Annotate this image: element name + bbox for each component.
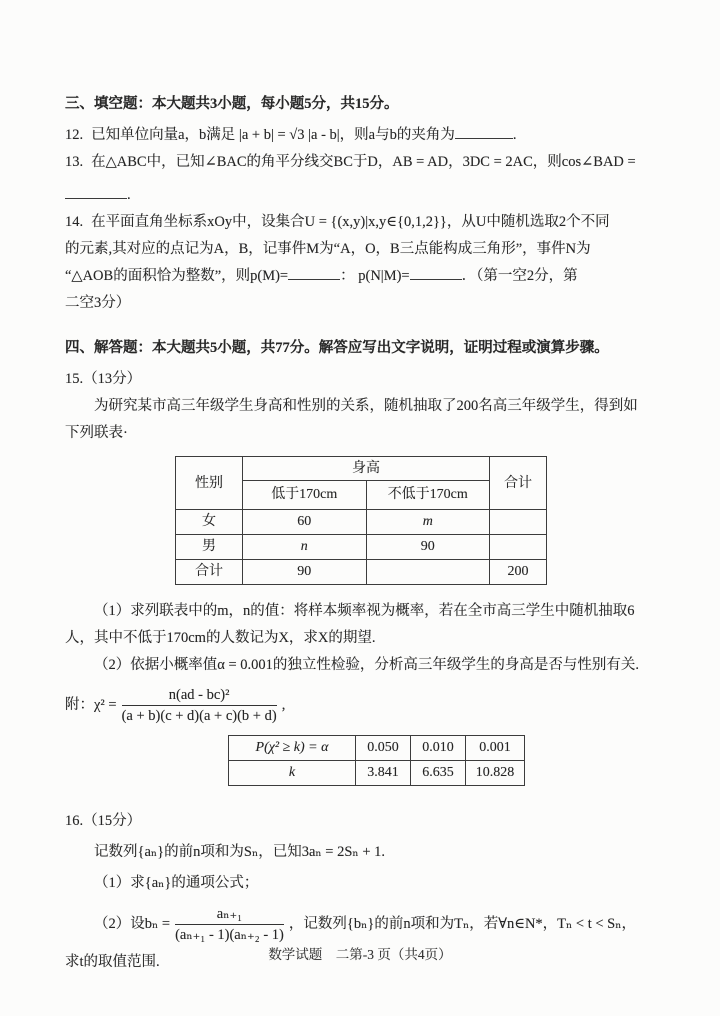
contingency-corner-cell: 性别 — [176, 457, 243, 510]
section-3-heading-text: 三、填空题：本大题共3小题，每小题5分，共15分。 — [65, 96, 399, 112]
question-14-line3-mid: ： p(N|M)= — [340, 268, 410, 284]
contingency-subheader-low: 低于170cm — [243, 481, 367, 510]
table-row-total — [176, 560, 547, 585]
question-15-intro2-text: 下列联表· — [65, 425, 128, 441]
question-15-part1a-text: （1）求列联表中的m，n的值：将样本频率视为概率，若在全市高三学生中随机抽取6 — [94, 603, 635, 619]
row-female-label: 女 — [176, 510, 243, 535]
answer-blank-q13 — [65, 184, 127, 200]
question-14-line2-text: 的元素,其对应的点记为A，B，记事件M为“A，O，B三点能构成三角形”，事件N为 — [65, 241, 591, 257]
alpha-value-3: 0.001 — [466, 736, 525, 761]
row-male-low: n — [243, 535, 367, 560]
question-14-line1: 在平面直角坐标系xOy中，设集合U = {(x,y)|x,y∈{0,1,2}}，从U中随机选取2个不同 — [91, 214, 610, 230]
question-14-line3 — [65, 263, 664, 290]
row-male-total — [490, 535, 547, 560]
question-15-intro-line2 — [65, 420, 664, 447]
answer-blank-q12 — [455, 124, 513, 140]
question-15-part1-line1 — [65, 598, 664, 625]
row-male-label: 男 — [176, 535, 243, 560]
chi-square-formula-prefix: 附：χ² = — [65, 697, 117, 713]
row-female-total — [490, 510, 547, 535]
section-3-heading — [65, 92, 664, 116]
question-14 — [65, 209, 664, 236]
k-value-2: 6.635 — [411, 761, 466, 786]
contingency-group-header: 身高 — [243, 457, 490, 481]
answer-blank-q14-second — [410, 265, 462, 281]
critical-value-k-row — [229, 761, 525, 786]
row-female-low: 60 — [243, 510, 367, 535]
critical-value-alpha-row — [229, 736, 525, 761]
question-15-title — [65, 366, 664, 393]
table-row-female — [176, 510, 547, 535]
chi-square-formula-suffix: , — [281, 697, 286, 713]
bn-denominator: (aₙ₊₁ - 1)(aₙ₊₂ - 1) — [175, 924, 284, 945]
bn-numerator: aₙ₊₁ — [216, 906, 243, 922]
question-16-part2b-text: 求t的取值范围. — [65, 954, 160, 970]
question-13-number: 13. — [65, 154, 84, 170]
question-14-line3-pre: “△AOB的面积恰为整数”，则p(M)= — [65, 268, 289, 284]
question-14-line4 — [65, 290, 664, 317]
question-16-part1 — [65, 870, 664, 897]
contingency-total-header: 合计 — [490, 457, 547, 510]
answer-blank-q14-first — [288, 265, 340, 281]
question-15-title-text: 15.（13分） — [65, 371, 142, 387]
question-12-text: 已知单位向量a，b满足 |a + b| = √3 |a - b|，则a与b的夹角为 — [91, 127, 455, 143]
question-12-number: 12. — [65, 127, 84, 143]
question-15-intro1-text: 为研究某市高三年级学生身高和性别的关系，随机抽取了200名高三年级学生，得到如 — [94, 398, 638, 414]
question-16-part2-formula — [65, 904, 664, 945]
section-4-heading — [65, 336, 664, 360]
question-16-title-text: 16.（15分） — [65, 813, 142, 829]
question-16-setup — [65, 839, 664, 866]
page-footer-text: 数学试题 二第-3 页（共4页） — [268, 947, 452, 962]
critical-value-table — [228, 735, 525, 786]
row-total-high — [366, 560, 490, 585]
question-16-part1-text: （1）求{aₙ}的通项公式； — [94, 875, 259, 891]
chi-square-numerator: n(ad - bc)² — [168, 687, 230, 703]
question-15-intro-line1 — [65, 393, 664, 420]
row-total-label: 合计 — [176, 560, 243, 585]
contingency-subheader-high: 不低于170cm — [366, 481, 490, 510]
row-male-high: 90 — [366, 535, 490, 560]
bn-formula-suffix: ，记数列{bₙ}的前n项和为Tₙ，若∀n∈N*，Tₙ < t < Sₙ， — [288, 916, 637, 932]
chi-square-denominator: (a + b)(c + d)(a + c)(b + d) — [122, 705, 277, 726]
question-15-part1b-text: 人，其中不低于170cm的人数记为X，求X的期望. — [65, 630, 376, 646]
bn-formula-prefix: （2）设bₙ = — [94, 916, 171, 932]
bn-fraction — [175, 904, 284, 945]
k-value-3: 10.828 — [466, 761, 525, 786]
table-row-male — [176, 535, 547, 560]
k-row-label: k — [229, 761, 356, 786]
k-value-1: 3.841 — [356, 761, 411, 786]
question-16-title — [65, 808, 664, 835]
question-13-text: 在△ABC中，已知∠BAC的角平分线交BC于D，AB = AD，3DC = 2AC，则cos∠BAD = — [91, 154, 636, 170]
question-12 — [65, 122, 664, 149]
alpha-row-label: P(χ² ≥ k) = α — [229, 736, 356, 761]
question-16-setup-text: 记数列{aₙ}的前n项和为Sₙ，已知3aₙ = 2Sₙ + 1. — [94, 844, 385, 860]
question-12-period: . — [512, 127, 517, 143]
question-15-part2 — [65, 652, 664, 679]
question-15-part2-text: （2）依据小概率值α = 0.001的独立性检验，分析高三年级学生的身高是否与性别有关. — [94, 657, 640, 673]
question-14-line2 — [65, 236, 664, 263]
chi-square-formula — [65, 685, 664, 726]
question-13-period: . — [127, 187, 131, 203]
question-15-part1-line2 — [65, 625, 664, 652]
alpha-value-1: 0.050 — [356, 736, 411, 761]
alpha-value-2: 0.010 — [411, 736, 466, 761]
question-14-line3-post: ．（第一空2分，第 — [461, 268, 578, 284]
contingency-table — [175, 456, 547, 585]
question-14-number: 14. — [65, 214, 84, 230]
question-13 — [65, 149, 664, 176]
question-14-line4-text: 二空3分） — [65, 295, 131, 311]
row-female-high: m — [366, 510, 490, 535]
question-13-blank-line — [65, 182, 664, 209]
row-total-low: 90 — [243, 560, 367, 585]
row-total-total: 200 — [490, 560, 547, 585]
page-footer — [0, 941, 720, 968]
chi-square-fraction — [122, 685, 277, 726]
section-4-heading-text: 四、解答题：本大题共5小题，共77分。解答应写出文字说明，证明过程或演算步骤。 — [65, 340, 609, 356]
